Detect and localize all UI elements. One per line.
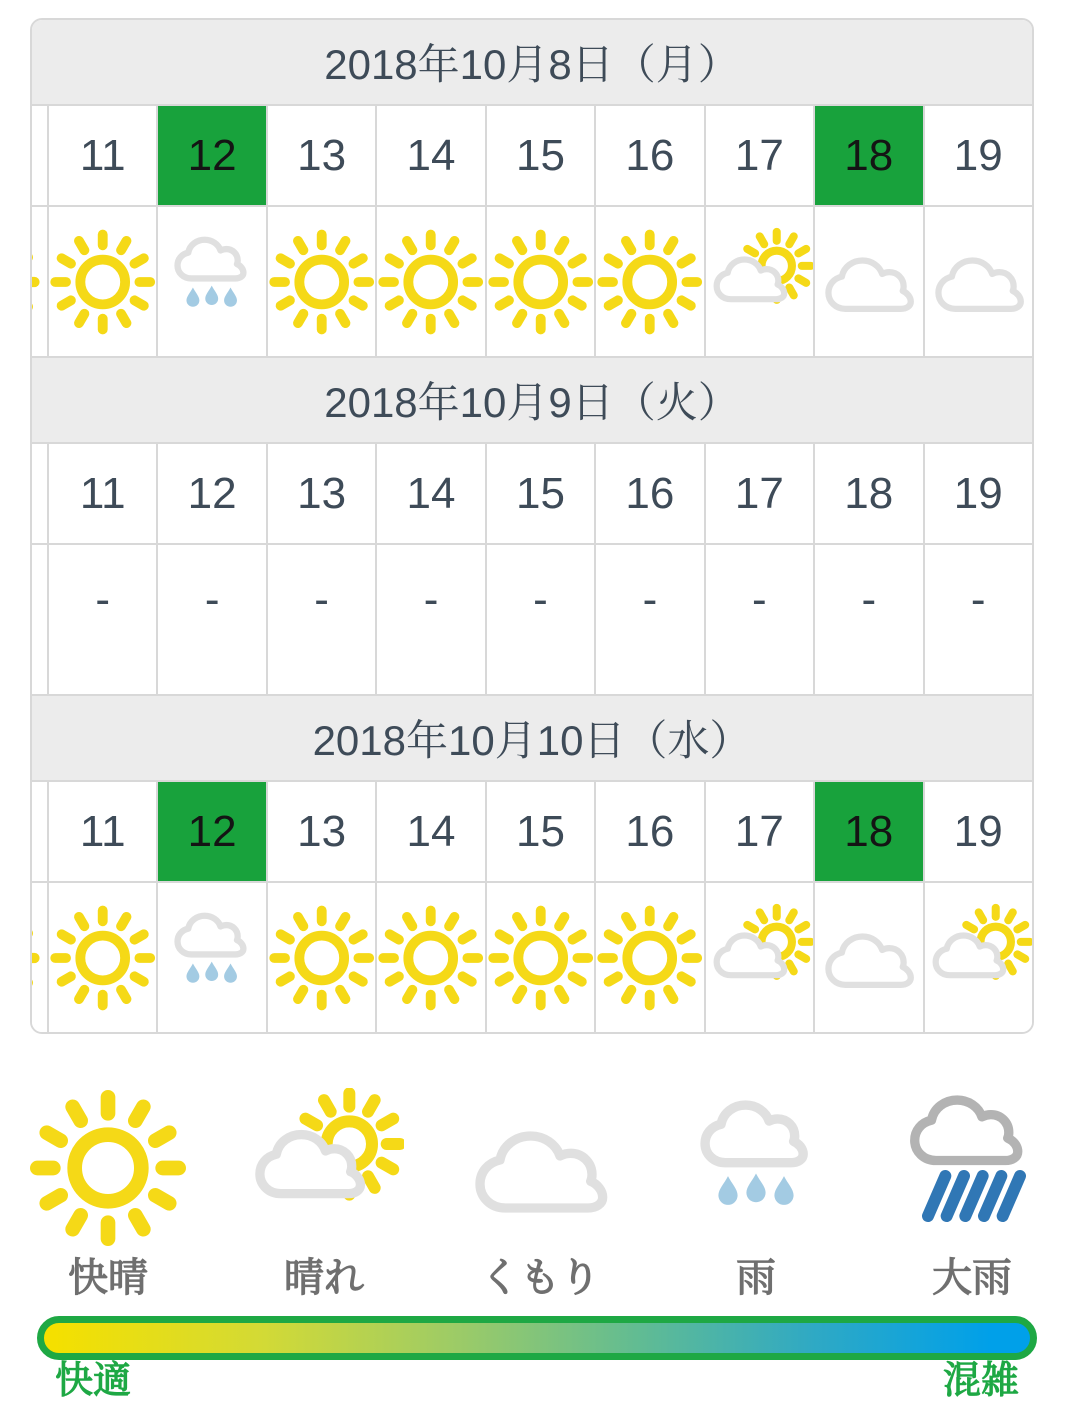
hour-cell[interactable]: 18: [813, 444, 922, 543]
hour-cell[interactable]: 13: [266, 444, 375, 543]
clear-icon: [32, 226, 41, 338]
clear-icon: [487, 226, 594, 338]
legend-item: [0, 1082, 216, 1298]
weather-icon-cell: [156, 207, 265, 356]
congestion-scale-labels: [37, 1361, 1037, 1403]
no-data-value: -: [266, 545, 375, 694]
clear-icon: [596, 902, 703, 1014]
hour-cell[interactable]: 16: [594, 444, 703, 543]
legend-item: [216, 1082, 432, 1298]
weather-icon-cell: [923, 207, 1032, 356]
hour-cell[interactable]: 16: [594, 782, 703, 881]
hour-cell[interactable]: 11: [47, 106, 156, 205]
day-title: 2018年10月9日（火）: [32, 356, 1032, 444]
hour-cell[interactable]: 14: [375, 782, 484, 881]
hour-cell-selected[interactable]: 18: [813, 782, 922, 881]
no-data-value: -: [375, 545, 484, 694]
clipped-hour-cell: [32, 782, 47, 881]
clear-icon: [28, 1088, 188, 1248]
congestion-scale-bar: [37, 1316, 1037, 1360]
weather-icon-cell: [923, 883, 1032, 1032]
day-section: [32, 694, 1032, 1032]
rain-icon: [158, 902, 265, 1014]
no-data-value: -: [813, 545, 922, 694]
legend-icon: [892, 1082, 1052, 1254]
legend-icon: [244, 1082, 404, 1254]
cloudy-icon: [815, 226, 922, 338]
hour-cell[interactable]: 14: [375, 106, 484, 205]
legend-label: 快晴: [68, 1256, 148, 1300]
weather-icon-cell: [704, 207, 813, 356]
scale-crowded-label: 混雑: [942, 1360, 1019, 1402]
no-data-value: -: [156, 545, 265, 694]
forecast-table: [30, 18, 1034, 1034]
hour-cell[interactable]: 15: [485, 444, 594, 543]
weather-icon-cell: [704, 883, 813, 1032]
partly-icon: [925, 902, 1032, 1014]
legend-icon: [28, 1082, 188, 1254]
clear-icon: [49, 226, 156, 338]
clear-icon: [268, 902, 375, 1014]
hour-cell[interactable]: 19: [923, 106, 1032, 205]
weather-icon-cell: [47, 207, 156, 356]
weather-legend: [0, 1082, 1080, 1298]
legend-icon: [460, 1082, 620, 1254]
hour-cell-selected[interactable]: 18: [813, 106, 922, 205]
legend-label: 雨: [736, 1256, 776, 1300]
hour-row: [32, 782, 1032, 883]
hour-cell[interactable]: 11: [47, 444, 156, 543]
hour-cell[interactable]: 15: [485, 106, 594, 205]
weather-icon-cell: [813, 883, 922, 1032]
clear-icon: [377, 902, 484, 1014]
clear-icon: [49, 902, 156, 1014]
hour-cell-selected[interactable]: 12: [156, 782, 265, 881]
legend-item: [648, 1082, 864, 1298]
no-data-value: -: [594, 545, 703, 694]
hour-cell[interactable]: 13: [266, 106, 375, 205]
partly-icon: [706, 902, 813, 1014]
scale-comfortable-label: 快適: [55, 1360, 132, 1402]
no-data-value: -: [47, 545, 156, 694]
clear-icon: [596, 226, 703, 338]
no-data-value: -: [923, 545, 1032, 694]
hour-cell[interactable]: 15: [485, 782, 594, 881]
day-section: [32, 356, 1032, 694]
clipped-hour-cell: [32, 106, 47, 205]
clear-icon: [487, 902, 594, 1014]
hour-cell[interactable]: 14: [375, 444, 484, 543]
hour-row: [32, 106, 1032, 207]
weather-icon-cell: [266, 883, 375, 1032]
weather-icon-cell: [375, 207, 484, 356]
legend-label: 大雨: [932, 1256, 1012, 1300]
hour-cell[interactable]: 17: [704, 444, 813, 543]
hour-row: [32, 444, 1032, 545]
cloudy-icon: [925, 226, 1032, 338]
weather-icon-cell: [594, 207, 703, 356]
weather-icon-cell: [485, 883, 594, 1032]
weather-icon-row: [32, 545, 1032, 694]
legend-label: くもり: [480, 1256, 600, 1300]
clear-icon: [377, 226, 484, 338]
legend-icon: [676, 1082, 836, 1254]
day-section: [32, 20, 1032, 356]
weather-icon-row: [32, 883, 1032, 1032]
clipped-hour-cell: [32, 444, 47, 543]
clipped-weather-icon-cell: [32, 207, 47, 356]
hour-cell[interactable]: 17: [704, 106, 813, 205]
clipped-weather-icon-cell: [32, 883, 47, 1032]
cloudy-icon: [815, 902, 922, 1014]
weather-icon-cell: [156, 883, 265, 1032]
hour-cell[interactable]: 16: [594, 106, 703, 205]
weather-icon-cell: [594, 883, 703, 1032]
legend-item: [864, 1082, 1080, 1298]
clear-icon: [268, 226, 375, 338]
rain-icon: [158, 226, 265, 338]
day-title: 2018年10月8日（月）: [32, 20, 1032, 106]
weather-icon-cell: [485, 207, 594, 356]
hour-cell[interactable]: 13: [266, 782, 375, 881]
weather-icon-cell: [47, 883, 156, 1032]
no-data-value: -: [704, 545, 813, 694]
hour-cell[interactable]: 11: [47, 782, 156, 881]
hour-cell[interactable]: 19: [923, 444, 1032, 543]
clear-icon: [32, 902, 41, 1014]
partly-icon: [706, 226, 813, 338]
weather-icon-cell: [266, 207, 375, 356]
heavy-rain-icon: [892, 1088, 1052, 1248]
legend-item: [432, 1082, 648, 1298]
day-title: 2018年10月10日（水）: [32, 694, 1032, 782]
no-data-value: -: [485, 545, 594, 694]
rain-icon: [676, 1088, 836, 1248]
hour-cell[interactable]: 19: [923, 782, 1032, 881]
hour-cell[interactable]: 12: [156, 444, 265, 543]
clipped-weather-icon-cell: [32, 545, 47, 694]
weather-icon-cell: [375, 883, 484, 1032]
legend-label: 晴れ: [284, 1256, 364, 1300]
weather-icon-row: [32, 207, 1032, 356]
partly-icon: [244, 1088, 404, 1248]
hour-cell-selected[interactable]: 12: [156, 106, 265, 205]
weather-icon-cell: [813, 207, 922, 356]
cloudy-icon: [460, 1088, 620, 1248]
hour-cell[interactable]: 17: [704, 782, 813, 881]
